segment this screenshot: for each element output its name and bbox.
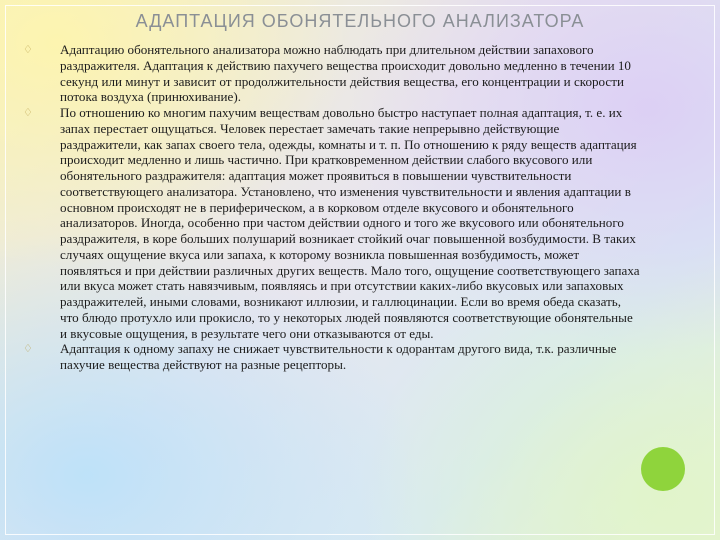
paragraph-text: По отношению ко многим пахучим веществам довольно быстро наступает полная адаптация, т. е. их запах перестает ощущаться. Человек перестает замечать такие непрерывно действующие раздражители, как запах своего тела, одежды, комнаты и т. п. По отношению к ряду веществ адаптация происходит медленно и лишь частично. При кратковременном действии слабого вкусового или обонятельного раздражителя: адаптация может проявиться в повышении чувствительности соответствующего анализатора. Установлено, что изменения чувствительности и явления адаптации в основном происходят не в периферическом, а в корковом отделе вкусового и обонятельного анализаторов. Иногда, особенно при частом действии одного и того же вкусового или обонятельного раздражителя, в коре больших полушарий возникает стойкий очаг повышенной возбудимости. В таких случаях ощущение вкуса или запаха, к которому возникла повышенная возбудимость, может появляться и при действии различных других веществ. Мало того, ощущение соответствующего запаха или вкуса может стать навязчивым, появляясь и при отсутствии каких-либо вкусовых или запаховых раздражителей, иными словами, возникают иллюзии, и галлюцинации. Если во время обеда сказать, что блюдо протухло или прокисло, то у некоторых людей появляются соответствующие обонятельные и вкусовые ощущения, в результате чего они отказываются от еды.	[60, 105, 640, 341]
diamond-outline-icon: ♢	[23, 107, 33, 119]
diamond-outline-icon: ♢	[23, 44, 33, 56]
diamond-outline-icon: ♢	[23, 343, 33, 356]
bullet-item	[22, 341, 642, 373]
bullet-item	[22, 42, 642, 105]
paragraph-text: Адаптация к одному запаху не снижает чувствительности к одорантам другого вида, т.к. различные пахучие вещества действуют на разные рецепторы.	[60, 341, 617, 372]
bullet-list	[22, 42, 642, 373]
slide-title: АДАПТАЦИЯ ОБОНЯТЕЛЬНОГО АНАЛИЗАТОРА	[135, 11, 585, 31]
paragraph-text: Адаптацию обонятельного анализатора можно наблюдать при длительном действии запахового раздражителя. Адаптация к действию пахучего вещества происходит довольно медленно в течении 10 секунд или минут и зависит от продолжительности действия вещества, его концентрации и скорости потока воздуха (принюхивание).	[60, 42, 631, 105]
green-circle-decoration	[641, 447, 685, 491]
bullet-item	[22, 105, 642, 341]
